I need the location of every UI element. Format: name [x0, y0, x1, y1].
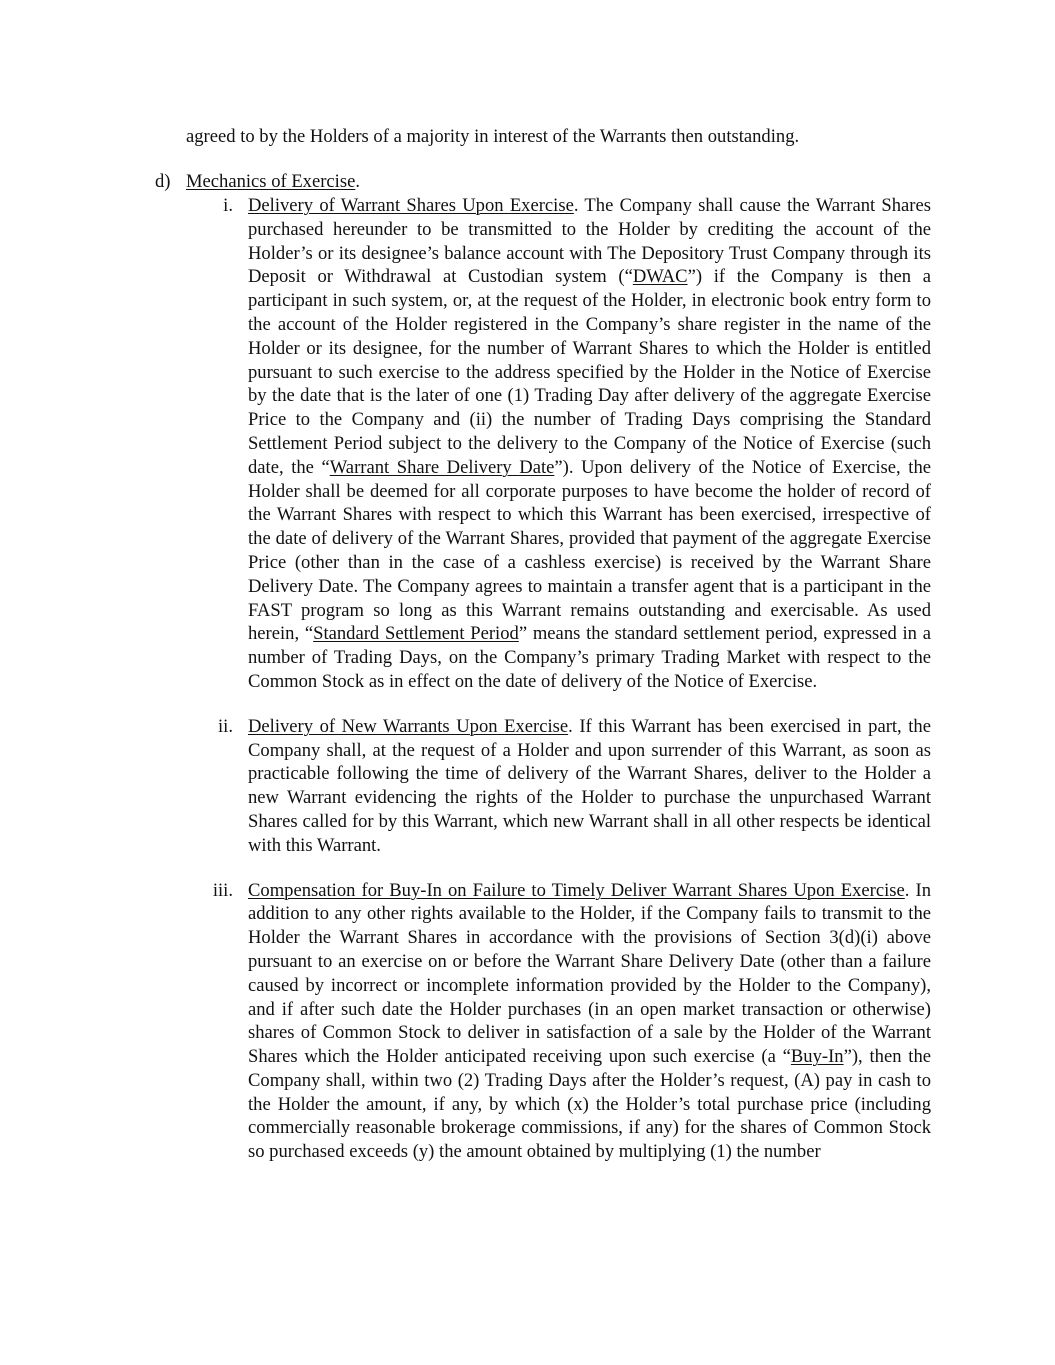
clause-text: ” means the standard settlement period, expressed in a number of Trading Days, on the Company’s primary Trading Market with respect to the Common Stock as in effect on the date of delivery of the Notice of Exercise.	[248, 623, 931, 692]
spacer	[155, 694, 945, 715]
clause-body	[248, 194, 931, 694]
section-title: Mechanics of Exercise	[186, 171, 356, 192]
continuation-line: agreed to by the Holders of a majority in interest of the Warrants then outstanding.	[186, 126, 800, 147]
defined-term-standard-settlement-period: Standard Settlement Period	[313, 623, 519, 645]
spacer	[155, 858, 945, 879]
clause-text: ”). Upon delivery of the Notice of Exercise, the Holder shall be deemed for all corporate purposes to have become the holder of record of the Warrant Shares with respect to which this Warrant has been exercised, irrespective of the date of delivery of the Warrant Shares, provided that payment of the aggregate Exercise Price (other than in the case of a cashless exercise) is received by the Warrant Share Delivery Date. The Company agrees to maintain a transfer agent that is a participant in the FAST program so long as this Warrant remains outstanding and exercisable. As used herein, “	[248, 456, 931, 645]
clause-heading: Compensation for Buy-In on Failure to Timely Deliver Warrant Shares Upon Exercise	[248, 879, 905, 901]
clause-number: i.	[223, 195, 233, 216]
section-mechanics-of-exercise	[155, 170, 945, 1164]
clause-body	[248, 879, 931, 1165]
clause-text: . In addition to any other rights available to the Holder, if the Company fails to transmit to the Holder the Warrant Shares in accordance with the provisions of Section 3(d)(i) above pursuant to an exercise on or before the Warrant Share Delivery Date (other than a failure caused by incorrect or incomplete information provided by the Holder to the Company), and if after such date the Holder purchases (in an open market transaction or otherwise) shares of Common Stock to deliver in satisfaction of a sale by the Holder of the Warrant Shares which the Holder anticipated receiving upon such exercise (a “	[248, 879, 931, 1068]
clause-heading: Delivery of Warrant Shares Upon Exercise	[248, 195, 574, 216]
defined-term-buy-in: Buy-In	[790, 1046, 844, 1068]
clause-number: ii.	[218, 715, 233, 737]
clause-ii	[155, 715, 945, 858]
defined-term-warrant-share-delivery-date: Warrant Share Delivery Date	[329, 456, 555, 478]
clause-heading: Delivery of New Warrants Upon Exercise	[248, 715, 569, 737]
clause-text: ”) if the Company is then a participant in such system, or, at the request of the Holder, in electronic book entry form to the account of the Holder registered in the Company’s share register in the name of the Holder or its designee, for the number of Warrant Shares to which the Holder is entitled pursuant to such exercise to the address specified by the Holder in the Notice of Exercise by the date that is the later of one (1) Trading Day after delivery of the aggregate Exercise Price to the Company and (ii) the number of Trading Days comprising the Standard Settlement Period subject to the delivery to the Company of the Notice of Exercise (such date, the “	[248, 266, 931, 478]
clause-text: . If this Warrant has been exercised in part, the Company shall, at the request of a Holder and upon surrender of this Warrant, as soon as practicable following the time of delivery of the Warrant Shares, deliver to the Holder a new Warrant evidencing the rights of the Holder to purchase the unpurchased Warrant Shares called for by this Warrant, which new Warrant shall in all other respects be identical with this Warrant.	[248, 715, 931, 856]
clause-text: . The Company shall cause the Warrant Shares purchased hereunder to be transmitted to the Holder by crediting the account of the Holder’s or its designee’s balance account with The Depository Trust Company through its Deposit or Withdrawal at Custodian system (“	[248, 195, 931, 288]
section-heading	[155, 170, 945, 194]
clause-text: ”), then the Company shall, within two (2) Trading Days after the Holder’s request, (A) pay in cash to the Holder the amount, if any, by which (x) the Holder’s total purchase price (including commercially reasonable brokerage commissions, if any) for the shares of Common Stock so purchased exceeds (y) the amount obtained by multiplying (1) the number	[248, 1046, 932, 1163]
defined-term-dwac: DWAC	[632, 266, 688, 288]
clause-body	[248, 715, 931, 858]
section-marker: d)	[155, 171, 171, 192]
section-title-period: .	[355, 171, 360, 192]
clause-iii	[155, 879, 945, 1165]
clause-number: iii.	[212, 879, 233, 901]
clause-i	[155, 194, 945, 694]
